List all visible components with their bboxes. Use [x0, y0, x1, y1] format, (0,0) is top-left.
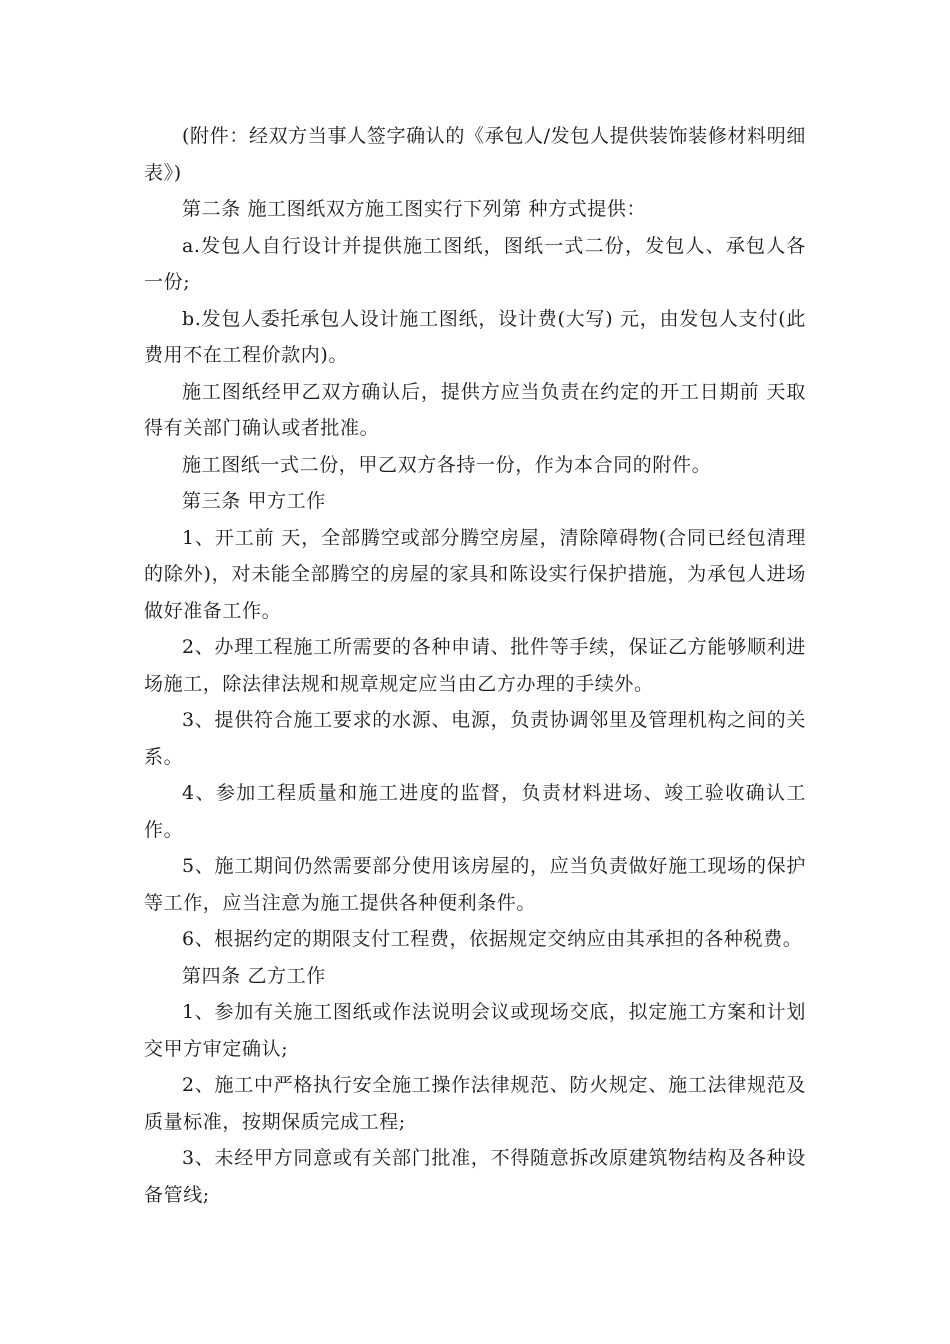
article-3-item-2: 2、办理工程施工所需要的各种申请、批件等手续，保证乙方能够顺利进场施工，除法律法规和规章规定应当由乙方办理的手续外。 [144, 636, 806, 695]
article-4-item-1: 1、参加有关施工图纸或作法说明会议或现场交底，拟定施工方案和计划交甲方审定确认; [144, 1001, 806, 1060]
article-2-heading: 第二条 施工图纸双方施工图实行下列第 种方式提供： [182, 198, 647, 220]
article-4-heading: 第四条 乙方工作 [182, 964, 326, 987]
attachment-note: (附件：经双方当事人签字确认的《承包人/发包人提供装饰装修材料明细表》) [144, 125, 806, 184]
article-4-item-3: 3、未经甲方同意或有关部门批准，不得随意拆改原建筑物结构及各种设备管线; [144, 1147, 806, 1206]
article-3-item-4: 4、参加工程质量和施工进度的监督，负责材料进场、竣工验收确认工作。 [144, 782, 806, 841]
article-3-item-3: 3、提供符合施工要求的水源、电源，负责协调邻里及管理机构之间的关系。 [144, 709, 806, 768]
article-2-option-a: a.发包人自行设计并提供施工图纸，图纸一式二份，发包人、承包人各一份; [144, 234, 806, 293]
article-3-item-6: 6、根据约定的期限支付工程费，依据规定交纳应由其承担的各种税费。 [182, 928, 803, 950]
article-3-heading: 第三条 甲方工作 [182, 490, 326, 512]
article-2-copies: 施工图纸一式二份，甲乙双方各持一份，作为本合同的附件。 [182, 453, 712, 476]
document-page [144, 118, 806, 1213]
article-3-item-5: 5、施工期间仍然需要部分使用该房屋的，应当负责做好施工现场的保护等工作，应当注意为施工提供各种便利条件。 [144, 855, 806, 914]
article-2-option-b: b.发包人委托承包人设计施工图纸，设计费(大写) 元，由发包人支付(此费用不在工程价款内)。 [144, 307, 806, 366]
article-4-item-2: 2、施工中严格执行安全施工操作法律规范、防火规定、施工法律规范及质量标准，按期保质完成工程; [144, 1074, 806, 1133]
article-2-confirmation: 施工图纸经甲乙双方确认后，提供方应当负责在约定的开工日期前 天取得有关部门确认或者批准。 [144, 380, 806, 439]
article-3-item-1: 1、开工前 天，全部腾空或部分腾空房屋，清除障碍物(合同已经包清理的除外)，对未能全部腾空的房屋的家具和陈设实行保护措施，为承包人进场做好准备工作。 [144, 526, 806, 622]
